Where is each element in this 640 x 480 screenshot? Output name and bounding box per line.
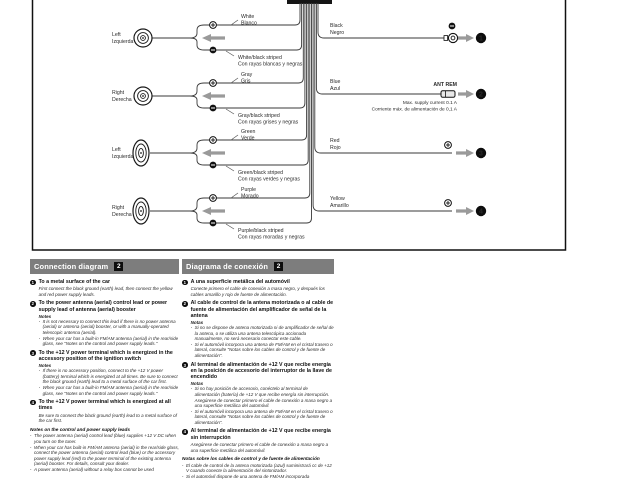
list-item (30, 300, 179, 346)
plus-icon (210, 80, 217, 87)
minus-icon (210, 220, 217, 227)
left-arrow-icon (202, 92, 225, 100)
right-arrow-icon (456, 34, 474, 42)
item-title: Al terminal de alimentación de +12 V que recibe energía en la posición de accesorio del interruptor de la llave de encendido (190, 361, 332, 381)
right-arrow-icons (456, 34, 474, 215)
badge-1 (476, 33, 486, 43)
wire-striped-label: Green/black striped (238, 170, 283, 176)
column-spanish (182, 259, 334, 479)
item-title: To the +12 V power terminal which is energized at all times (38, 399, 171, 412)
plus-icon (445, 142, 452, 149)
left-arrow-icon (202, 149, 225, 157)
max-current-note-es: Corriente máx. de alimentación de 0,1 A (371, 107, 457, 113)
wire-color-label-es: Verde (241, 135, 255, 142)
section-title-es: Diagrama de conexión (186, 262, 269, 271)
list-item (30, 279, 179, 297)
svg-text:1: 1 (479, 35, 483, 43)
power-color-label: Blue (330, 79, 341, 85)
ant-rem-label: ANT REM (433, 82, 457, 88)
note-bullet: · The power antenna (aerial) control lead (blue) supplies +12 V DC when you turn on the tuner. (30, 433, 179, 444)
note-bullet: · When your car has built-in FM/AM antenna (aerial) in the rear/side glass, connect the power antenna (aerial) control lead (blue) or the accessory power supply lead (red) to the power terminal of the existing antenna (aerial) booster. For details, consult your dealer. (30, 445, 179, 467)
section-number-badge: 2 (114, 262, 123, 271)
item-number-badge: 1 (183, 279, 186, 285)
left-arrow-icon (202, 207, 225, 215)
section-header-en (30, 259, 179, 274)
left-arrow-icon (202, 34, 225, 42)
speaker-pos-label-es: Derecha (112, 212, 132, 218)
power-color-label: Yellow (330, 196, 345, 202)
speaker-icon-large-left (133, 140, 149, 166)
plus-icon (210, 137, 217, 144)
note-bullet: · Si el automóvil incorpora una antena de FM/AM en el cristal trasero o lateral, consulte "Notas sobre los cables de control y de fuente de alimentación". (191, 342, 334, 359)
badge-3 (476, 148, 486, 158)
wire-color-label-es: Morado (241, 193, 259, 200)
note-bullet: · A power antenna (aerial) without a relay box cannot be used (30, 467, 179, 473)
power-color-label-es: Amarillo (330, 203, 349, 209)
item-number-badge: 2 (31, 301, 34, 307)
item-title: To a metal surface of the car (38, 279, 111, 285)
note-bullet: · When your car has a built-in FM/AM antenna (aerial) in the rear/side glass, see "Notes on the control and power supply leads." (39, 336, 179, 347)
item-number-badge: 2 (183, 301, 186, 307)
wire-striped-label: White/black striped (238, 55, 282, 61)
minus-icon (210, 162, 217, 169)
wire-striped-label-es: Con rayas verdes y negras (238, 176, 300, 183)
plus-icon (210, 22, 217, 29)
badge-4 (476, 206, 486, 216)
section-header-es (182, 259, 334, 274)
right-arrow-icon (458, 90, 474, 98)
minus-icon (210, 47, 217, 54)
speaker-pos-label-es: Izquierda (112, 39, 134, 45)
speaker-icon-large-right (133, 198, 149, 224)
list-item (30, 350, 179, 396)
note-bullet: · It is not necessary to connect this lead if there is no power antenna (aerial) or antenna (aerial) booster, or with a manually-operated telescopic antenna (aerial). (39, 319, 179, 336)
notes-section-heading: Notes on the control and power supply leads (30, 426, 131, 432)
list-item (182, 300, 334, 358)
right-arrow-icon (456, 149, 474, 157)
power-color-label-es: Negro (330, 30, 345, 36)
note-bullet: · Si el automóvil incorpora una antena de FM/AM en el cristal trasero o lateral, consulte "Notas sobre los cables de control y de fuente de alimentación". (191, 409, 334, 426)
list-item (30, 399, 179, 424)
item-title: Al terminal de alimentación de +12 V que recibe energía sin interrupción (190, 428, 331, 441)
speaker-pos-label-es: Izquierda (112, 154, 134, 160)
left-arrow-icons (202, 34, 225, 215)
power-color-label-es: Rojo (330, 145, 341, 151)
speaker-pos-label: Left (112, 147, 121, 153)
wire-color-label-es: Blanco (241, 20, 257, 27)
plus-icon (210, 195, 217, 202)
item-number-badge: 3 (31, 350, 34, 356)
section-number-badge: 2 (274, 262, 283, 271)
item-number-badge: 3 (183, 362, 186, 368)
item-body: Conecte primero el cable de conexión a masa negro, y después los cables amarillo y rojo de fuente de alimentación. (190, 286, 325, 297)
wire-bundle (150, 3, 452, 223)
ground-terminal-icon (444, 33, 458, 42)
note-bullet: · Si el automóvil dispone de una antena de FM/AM incorporada (182, 474, 334, 480)
badges (476, 33, 486, 216)
wire-striped-label-es: Con rayas blancas y negras (238, 61, 303, 68)
note-bullet: · Si no se dispone de antena motorizada ni de amplificador de señal de la antena, o se utiliza una antena telescópica accionada manualmente, no será necesario conectar este cable. (191, 325, 334, 342)
svg-text:3: 3 (479, 150, 483, 158)
wire-color-label: White (241, 14, 255, 20)
item-title: Al cable de control de la antena motorizada o al cable de fuente de alimentación del amplificador de señal de la antena (190, 300, 334, 319)
item-number-badge: 4 (183, 429, 186, 435)
speaker-pos-label: Right (112, 205, 125, 211)
wire-striped-label: Gray/black striped (238, 113, 280, 119)
item-body: First connect the black ground (earth) lead, then connect the yellow and red power supply leads. (38, 286, 173, 297)
wire-color-label-es: Gris (241, 78, 251, 85)
plus-icon (445, 200, 452, 207)
power-color-label-es: Azul (330, 86, 341, 92)
notes-section-heading: Notas sobre los cables de control y de fuente de alimentación (182, 456, 320, 462)
diagram-labels (112, 14, 458, 241)
max-current-note-en: Max. supply current 0.1 A (402, 101, 457, 106)
right-arrow-icon (456, 207, 474, 215)
section-title-en: Connection diagram (34, 262, 109, 271)
svg-text:2: 2 (479, 91, 483, 99)
power-color-label: Black (330, 23, 343, 29)
speaker-pos-label: Right (112, 90, 125, 96)
list-item (182, 279, 334, 297)
svg-text:4: 4 (479, 208, 483, 216)
wire-striped-label: Purple/black striped (238, 228, 284, 234)
wire-color-label: Green (241, 129, 256, 135)
item-number-badge: 4 (31, 400, 34, 406)
badge-2 (476, 89, 486, 99)
wire-color-label: Purple (241, 187, 256, 193)
list-item (182, 362, 334, 426)
notes-label: Notas (190, 381, 204, 387)
speaker-icon-small-left (134, 29, 152, 47)
item-number-badge: 1 (31, 279, 34, 285)
item-body: Asegúrese de conectar primero el cable de conexión a masa negro a una superficie metálica del automóvil. (190, 441, 329, 453)
wire-striped-label-es: Con rayas grises y negras (238, 119, 299, 126)
notes-label: Notas (190, 320, 204, 326)
note-bullet: · Si no hay posición de accesorio, conéctelo al terminal de alimentación (batería) de +12 V que recibe energía sin interrupción. Asegúrese de conectar primero el cable de conexión a masa negro a una superficie metálica del automóvil. (191, 386, 334, 408)
wire-white-black (190, 3, 302, 50)
minus-icon (210, 105, 217, 112)
note-bullet: · When your car has a built-in FM/AM antenna (aerial) in the rear/side glass, see "Notes on the control and power supply leads." (39, 385, 179, 396)
note-bullet: · If there is no accessory position, connect to the +12 V power (battery) terminal which is energized at all times. Be sure to connect the black ground (earth) lead to a metal surface of the car first. (39, 368, 179, 385)
item-title: To the power antenna (aerial) control lead or power supply lead of antenna (aerial) booster (38, 300, 168, 313)
ant-rem-connector-icon (441, 91, 455, 97)
notes-label: Notes (38, 313, 52, 319)
note-bullet: · El cable de control de la antena motorizada (azul) suministrará cc de +12 V cuando conecte la alimentación del sintonizador. (182, 463, 334, 474)
item-title: To the +12 V power terminal which is energized in the accessory position of the ignition switch (38, 349, 173, 363)
speaker-pos-label: Left (112, 32, 121, 38)
wire-color-label: Gray (241, 72, 253, 78)
wire-striped-label-es: Con rayas moradas y negras (238, 234, 305, 241)
item-title: A una superficie metálica del automóvil (190, 279, 290, 285)
column-english (30, 259, 179, 473)
speaker-pos-label-es: Derecha (112, 97, 132, 103)
list-item (182, 428, 334, 453)
item-body: Be sure to connect the black ground (earth) lead to a metal surface of the car first. (38, 412, 177, 424)
power-color-label: Red (330, 138, 340, 144)
minus-icon (449, 23, 456, 30)
notes-label: Notes (38, 363, 52, 369)
speaker-icon-small-right (134, 87, 152, 105)
